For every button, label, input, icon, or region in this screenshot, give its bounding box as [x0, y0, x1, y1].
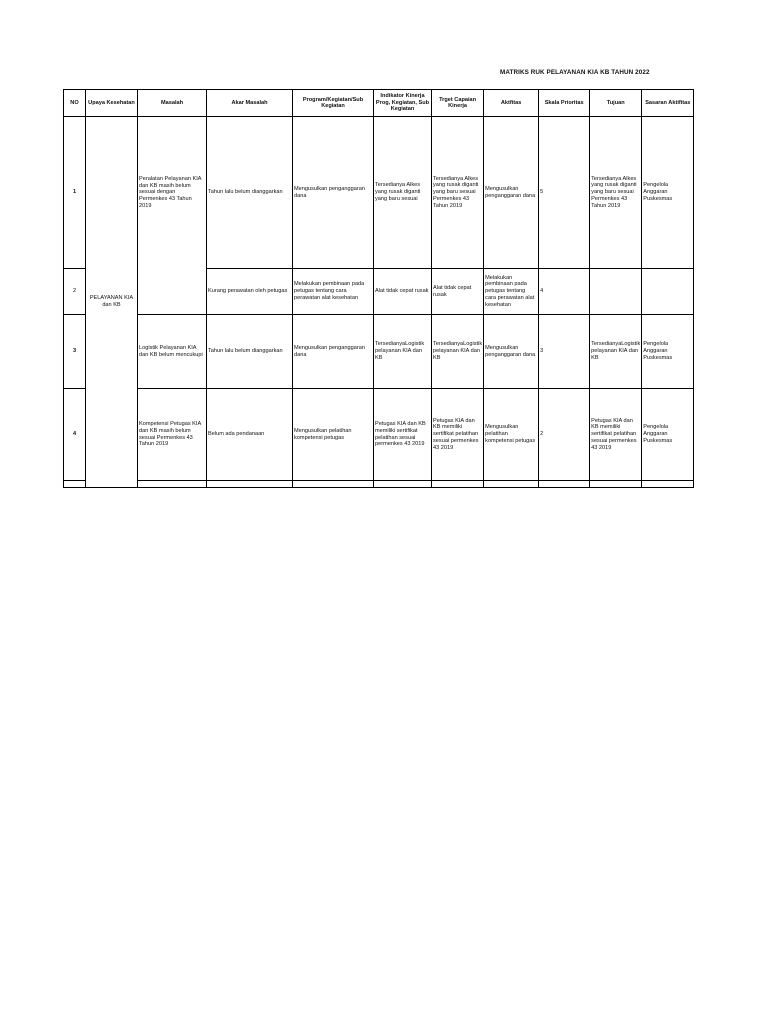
akar-masalah-cell: Belum ada pendanaan: [207, 389, 293, 481]
program-cell: Mengusulkan penganggaran dana: [293, 315, 374, 389]
target-cell: TersedianyaLogistik pelayanan KIA dan KB: [432, 315, 484, 389]
header-akar-masalah: Akar Masalah: [207, 90, 293, 117]
table-header-row: [64, 90, 694, 117]
header-sasaran: Sasaran Aktifitas: [642, 90, 694, 117]
indikator-cell: Petugas KIA dan KB memiliki sertifikat pelatihan sesuai permenkes 43 2019: [374, 389, 432, 481]
row-no: 4: [64, 389, 86, 481]
empty-cell: [590, 481, 642, 488]
tujuan-cell: [590, 269, 642, 315]
header-target: Trget Capaian Kinerja: [432, 90, 484, 117]
header-tujuan: Tujuan: [590, 90, 642, 117]
empty-cell: [293, 481, 374, 488]
akar-masalah-cell: Tahun lalu belum dianggarkan: [207, 117, 293, 269]
empty-cell: [138, 481, 207, 488]
sasaran-cell: Pengelola Anggaran Puskesmas: [642, 315, 694, 389]
program-cell: Melakukan pembinaan pada petugas tentang cara perawatan alat kesehatan: [293, 269, 374, 315]
table-row: [64, 269, 694, 315]
aktifitas-cell: Mengusulkan penganggaran dana: [484, 117, 539, 269]
empty-cell: [539, 481, 590, 488]
aktifitas-cell: Mengusulkan pelatihan kompetensi petugas: [484, 389, 539, 481]
document-title: MATRIKS RUK PELAYANAN KIA KB TAHUN 2022: [500, 69, 650, 76]
table-footer-row: [64, 481, 694, 488]
masalah-cell: Kompetensi Petugas KIA dan KB masih belum sesuai Permenkes 43 Tahun 2019: [138, 389, 207, 481]
tujuan-cell: Petugas KIA dan KB memiliki sertifikat pelatihan sesuai permenkes 43 2019: [590, 389, 642, 481]
program-cell: Mengusulkan penganggaran dana: [293, 117, 374, 269]
sasaran-cell: Pengelola Anggaran Puskesmas: [642, 389, 694, 481]
empty-cell: [64, 481, 86, 488]
indikator-cell: Alat tidak cepat rusak: [374, 269, 432, 315]
row-no: 2: [64, 269, 86, 315]
skala-cell: 5: [539, 117, 590, 269]
header-indikator: Indikator Kinerja Prog, Kegiatan, Sub Kegiatan: [374, 90, 432, 117]
skala-cell: 2: [539, 389, 590, 481]
ruk-matrix-table: [63, 89, 694, 488]
program-cell: Mengusulkan pelatihan kompetensi petugas: [293, 389, 374, 481]
masalah-cell: [138, 269, 207, 315]
empty-cell: [207, 481, 293, 488]
aktifitas-cell: Melakukan pembinaan pada petugas tentang cara perawatan alat kesehatan: [484, 269, 539, 315]
empty-cell: [374, 481, 432, 488]
tujuan-cell: Tersedianya Alkes yang rusak diganti yang baru sesuai Permenkes 43 Tahun 2019: [590, 117, 642, 269]
indikator-cell: Tersedianya Alkes yang rusak diganti yang baru sesuai: [374, 117, 432, 269]
skala-cell: 3: [539, 315, 590, 389]
empty-cell: [432, 481, 484, 488]
sasaran-cell: [642, 269, 694, 315]
header-upaya-kesehatan: Upaya Kesehatan: [86, 90, 138, 117]
target-cell: Alat tidak cepat rusak: [432, 269, 484, 315]
header-program: Program/Kegiatan/Sub Kegiatan: [293, 90, 374, 117]
sasaran-cell: Pengelola Anggaran Puskesmas: [642, 117, 694, 269]
row-no: 1: [64, 117, 86, 269]
target-cell: Tersedianya Alkes yang rusak diganti yang baru sesuai Permenkes 43 Tahun 2019: [432, 117, 484, 269]
indikator-cell: TersedianyaLogistik pelayanan KIA dan KB: [374, 315, 432, 389]
masalah-cell: Logistik Pelayanan KIA dan KB belum mencukupi: [138, 315, 207, 389]
row-no: 3: [64, 315, 86, 389]
upaya-kesehatan-cell: PELAYANAN KIA dan KB: [86, 117, 138, 488]
table-row: [64, 117, 694, 269]
akar-masalah-cell: Tahun lalu belum dianggarkan: [207, 315, 293, 389]
table-row: [64, 389, 694, 481]
akar-masalah-cell: Kurang perawatan oleh petugas: [207, 269, 293, 315]
table-row: [64, 315, 694, 389]
masalah-cell: Peralatan Pelayanan KIA dan KB masih belum sesuai dengan Permenkes 43 Tahun 2019: [138, 117, 207, 269]
target-cell: Petugas KIA dan KB memiliki sertifikat pelatihan sesuai permenkes 43 2019: [432, 389, 484, 481]
empty-cell: [642, 481, 694, 488]
header-no: NO: [64, 90, 86, 117]
aktifitas-cell: Mengusulkan penganggaran dana: [484, 315, 539, 389]
tujuan-cell: TersedianyaLogistik pelayanan KIA dan KB: [590, 315, 642, 389]
skala-cell: 4: [539, 269, 590, 315]
empty-cell: [484, 481, 539, 488]
header-aktifitas: Aktfitas: [484, 90, 539, 117]
header-skala-prioritas: Skala Prioritas: [539, 90, 590, 117]
header-masalah: Masalah: [138, 90, 207, 117]
